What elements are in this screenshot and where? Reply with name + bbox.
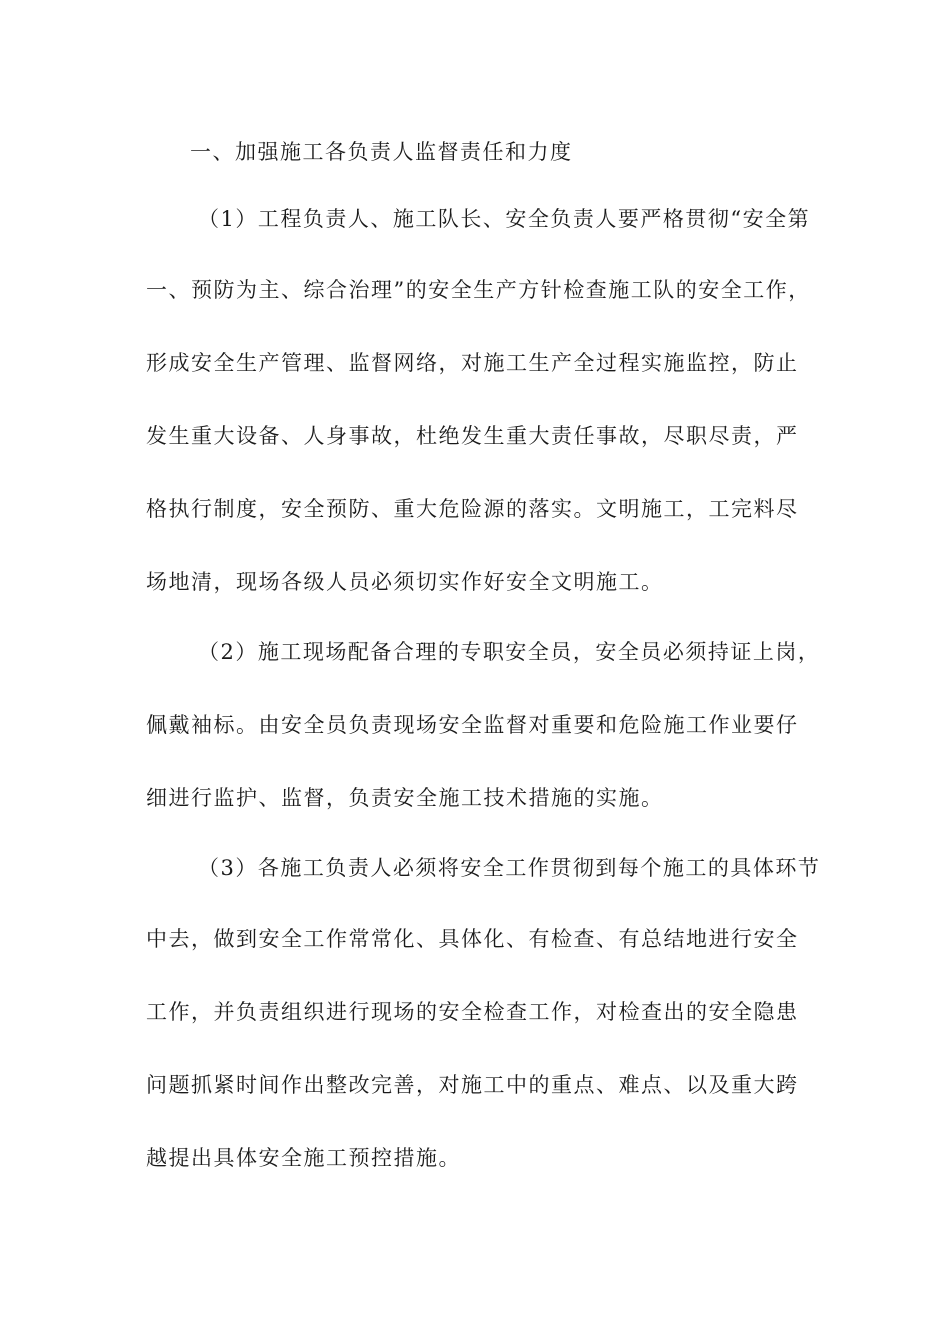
paragraph-3-line-4: 问题抓紧时间作出整改完善，对施工中的重点、难点、以及重大跨 [146, 1073, 799, 1097]
paragraph-1-line-4: 发生重大设备、人身事故，杜绝发生重大责任事故，尽职尽责，严 [146, 424, 799, 448]
paragraph-1-line-1: （1）工程负责人、施工队长、安全负责人要严格贯彻“安全第 [198, 207, 811, 231]
paragraph-3-line-5: 越提出具体安全施工预控措施。 [146, 1146, 461, 1170]
section-heading: 一、加强施工各负责人监督责任和力度 [190, 140, 573, 164]
paragraph-3-line-3: 工作，并负责组织进行现场的安全检查工作，对检查出的安全隐患 [146, 1000, 799, 1024]
paragraph-1-line-3: 形成安全生产管理、监督网络，对施工生产全过程实施监控，防止 [146, 351, 799, 375]
paragraph-2-line-3: 细进行监护、监督，负责安全施工技术措施的实施。 [146, 786, 664, 810]
paragraph-2-line-1: （2）施工现场配备合理的专职安全员，安全员必须持证上岗， [198, 640, 821, 664]
paragraph-3-line-2: 中去，做到安全工作常常化、具体化、有检查、有总结地进行安全 [146, 927, 799, 951]
paragraph-2-line-2: 佩戴袖标。由安全员负责现场安全监督对重要和危险施工作业要仔 [146, 713, 799, 737]
paragraph-3-line-1: （3）各施工负责人必须将安全工作贯彻到每个施工的具体环节 [198, 856, 821, 880]
paragraph-1-line-2: 一、预防为主、综合治理”的安全生产方针检查施工队的安全工作， [146, 278, 811, 302]
paragraph-1-line-6: 场地清，现场各级人员必须切实作好安全文明施工。 [146, 570, 664, 594]
paragraph-1-line-5: 格执行制度，安全预防、重大危险源的落实。文明施工，工完料尽 [146, 497, 799, 521]
